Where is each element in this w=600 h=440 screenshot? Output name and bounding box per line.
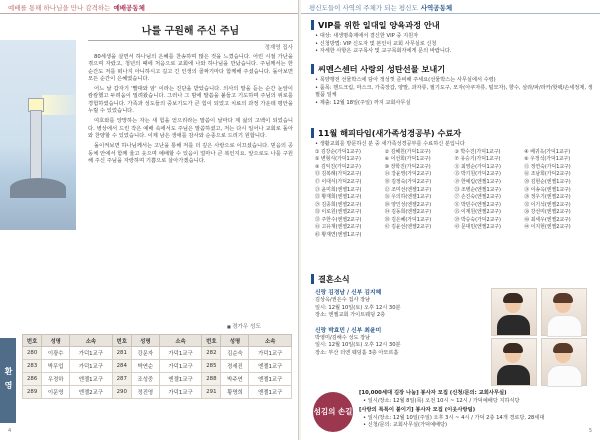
serving-2-line: • 일시/장소: 12월 10일(주일) 오후 3시 ~ 4시 / 가덕 2층 14개 경로당, 28세대 (363, 415, 595, 423)
graduate-name: ㉜ 이기석(엔젤2교구) (524, 201, 571, 208)
graduate-name: ⑫ 정연숙(가덕1교구) (524, 163, 571, 170)
welcome-cell: 엔젤1교구 (159, 373, 201, 386)
graduate-name: ⑯ 조남희(가덕2교구) (524, 171, 571, 178)
left-header (0, 0, 298, 14)
graduate-name: ⑬ 김복례(가덕2교구) (315, 171, 362, 178)
welcome-cell: 엔젤1교구 (249, 373, 292, 386)
welcome-cell: 이문영 (42, 386, 70, 399)
essay-title: 나를 구원해 주신 주님 (88, 22, 293, 41)
graduate-name: ㊵ 최세우(엔젤2교구) (524, 216, 571, 223)
graduate-name: ㊹ 이지현(엔젤2교구) (524, 224, 571, 231)
welcome-cell: 이광수 (42, 347, 70, 360)
essay-paragraph: 어느 날 갑자기 '빨대와 암' 이라는 진단을 받았습니다. 의사의 말을 듣는 순간 눈앞이 캄캄했고 두려움이 밀려왔습니다. 그러나 그 밤에 말씀을 붙들고 기도하며 주님의 위로를 경험하였습니다. 가족과 성도들의 중보기도가 큰 힘이 되었고 치료의 과정 가운데 평안을 누릴 수 있었습니다. (88, 86, 293, 115)
groom-1-photo (491, 288, 537, 336)
lighthouse-rock (10, 178, 66, 198)
graduate-name: ⑨ 김익진(가덕2교구) (315, 163, 361, 170)
lighthouse-beam (42, 95, 82, 115)
welcome-cell: 황명희 (221, 386, 249, 399)
graduate-name: ㊸ 문대민(엔젤2교구) (454, 224, 501, 231)
welcome-cell: 286 (23, 373, 42, 386)
graduate-name: ⑲ 한예림(엔젤1교구) (454, 178, 501, 185)
vip-line: • 자세한 사항은 교구목사 및 교구목회자에게 문의 바랍니다. (315, 48, 594, 56)
essay-paragraph: 여호와를 앙망하는 자는 새 힘을 얻으리라는 말씀이 날마다 제 삶의 고백이 되었습니다. 병상에서 드린 작은 예배 속에서도 주님은 말씀하셨고, 저는 다시 일어나 교회로 돌아와 찬양할 수 있었습니다. 이제 남은 생애를 감사와 순종으로 드리기 원합니다. (88, 118, 293, 139)
graduate-name: ㉑ 윤미희(엔젤1교구) (315, 186, 362, 193)
bride-1-photo (541, 288, 587, 336)
essay-author: ■ 경가우 성도 (227, 322, 261, 330)
graduate-name: ③ 박수진(가덕1교구) (454, 148, 501, 155)
page-number-right: 5 (588, 428, 592, 434)
welcome-cell: 290 (112, 386, 131, 399)
graduate-name: ⑦ 유승기(가덕1교구) (454, 156, 501, 163)
col-header: 소속 (159, 335, 201, 347)
col-header: 번호 (112, 335, 131, 347)
col-header: 소속 (249, 335, 292, 347)
welcome-cell: 281 (112, 347, 131, 360)
welcome-cell: 엔젤1교구 (249, 360, 292, 373)
graduate-name: ㊳ 김은혜(가덕1교구) (384, 216, 432, 223)
vip-line: • 대상: 새생명축제에서 결신한 VIP 중 지원자 (315, 33, 594, 41)
right-header-sub: 평신도들이 사역의 주체가 되는 평신도 (309, 4, 418, 12)
welcome-row (23, 386, 292, 399)
happytime-note: • 생활교회를 방문하신 분 중 새가족성경공부를 수료하신 분입니다 (315, 141, 594, 149)
col-header: 번호 (23, 335, 42, 347)
wedding-1-line: 김상옥/권은수 집사 장남 (315, 297, 371, 303)
col-header: 번호 (202, 335, 221, 347)
vip-title: VIP를 위한 일대일 양육과정 안내 (311, 20, 594, 30)
right-header-main: 사역공동체 (420, 4, 453, 12)
graduate-name: ㊴ 박승숙(가덕2교구) (454, 216, 501, 223)
graduate-name: ㊱ 강선미(엔젤2교구) (524, 209, 571, 216)
page-number-left: 4 (8, 428, 12, 434)
left-header-main: 예배공동체 (113, 4, 145, 12)
essay-paragraph: 돌이켜보면 하나님께서는 고난을 통해 저를 더 깊은 사랑으로 이끄셨습니다. 믿음의 공동체 안에서 함께 울고 웃으며 예배할 수 있음이 얼마나 큰 복인지요. 앞으로도 나를 구원해 주신 주님을 자랑하며 기쁨으로 살아가겠습니다. (88, 143, 293, 164)
left-header-sub: 예배를 통해 하나님을 만나 감격하는 (8, 4, 111, 12)
welcome-cell: 283 (23, 360, 42, 373)
graduate-name: ㊷ 김윤선(엔젤2교구) (384, 224, 432, 231)
graduate-name: ㉓ 조병순(엔젤1교구) (454, 186, 501, 193)
welcome-row (23, 347, 292, 360)
welcome-table (22, 334, 292, 399)
seamans-section (311, 64, 594, 107)
wedding-2-line: 박영미/김해수 성도 장남 (315, 334, 371, 341)
welcome-cell: 가덕1교구 (159, 347, 201, 360)
graduate-name: ㉖ 우의하(엔젤1교구) (384, 194, 432, 201)
graduate-name: ㉘ 정우기(엔젤2교구) (524, 194, 571, 201)
testimony-essay (88, 22, 293, 168)
lighthouse-image (0, 40, 76, 230)
welcome-row (23, 360, 292, 373)
wedding-2-couple: 신랑 박효민 / 신부 최윤미 (315, 327, 382, 334)
serving-2-line: • 신청/문의: 교회사무실(가덕예배당) (363, 422, 595, 430)
graduate-name: ⑪ 최영순(가덕1교구) (454, 163, 501, 170)
welcome-cell: 박주연 (221, 373, 249, 386)
graduate-name: ⑩ 장학진(가덕2교구) (384, 163, 431, 170)
right-header (301, 0, 600, 14)
wedding-1-couple: 신랑 김경남 / 신부 김지혜 (315, 290, 382, 296)
col-header: 성명 (131, 335, 159, 347)
photo-hair (553, 293, 573, 303)
graduate-name: ⑥ 이선희(가덕1교구) (384, 156, 431, 163)
photo-body (547, 315, 582, 337)
welcome-cell: 박무업 (42, 360, 70, 373)
graduate-name: ㉝ 이로원(엔젤2교구) (315, 209, 362, 216)
welcome-cell: 가덕1교구 (249, 347, 292, 360)
photo-body (497, 315, 530, 335)
welcome-row (23, 373, 292, 386)
serving-hands-section (359, 390, 595, 430)
welcome-cell: 조성중 (131, 373, 159, 386)
welcome-cell: 가덕1교구 (70, 360, 112, 373)
graduate-name: ㉗ 손진숙(엔젤2교구) (454, 194, 501, 201)
graduate-name: ① 김강순(가덕1교구) (315, 148, 361, 155)
groom-2-photo (491, 338, 537, 386)
welcome-cell: 282 (202, 347, 221, 360)
col-header: 소속 (70, 335, 112, 347)
seamans-title: 씨멘스센터 사랑의 성탄선물 보내기 (311, 64, 594, 74)
graduate-name: ㊲ 주한수(엔젤2교구) (315, 216, 362, 223)
wedding-title: 결혼소식 (311, 274, 594, 284)
graduate-name: ㉛ 박민수(엔젤2교구) (454, 201, 501, 208)
col-header: 성명 (42, 335, 70, 347)
welcome-cell: 가덕1교구 (159, 360, 201, 373)
photo-hair (503, 343, 523, 353)
graduate-name: ⑤ 변형식(가덕1교구) (315, 156, 361, 163)
seamans-line: • 제출: 12월 18일(주일) 까지 교회사무실 (315, 100, 594, 108)
welcome-label: 환영 (0, 338, 16, 423)
welcome-cell: 우정하 (42, 373, 70, 386)
left-page (0, 0, 299, 440)
welcome-cell: 285 (202, 360, 221, 373)
graduate-name: ㉒ 조미선(엔젤1교구) (384, 186, 432, 193)
wedding-1-line: 장소: 엔젤교회 가이트웨딩 2층 (315, 312, 386, 319)
serving-1-title: [10,000세대 김장 나눔] 봉사자 모집 (신청/문의: 교회사무실) (359, 390, 507, 396)
graduate-name: ㉔ 이송옥(엔젤1교구) (524, 186, 571, 193)
welcome-cell: 289 (23, 386, 42, 399)
graduate-name: ⑰ 이대식(가덕2교구) (315, 178, 362, 185)
graduate-name: ㉞ 김동희(엔젤2교구) (384, 209, 432, 216)
graduate-name: ㊺ 황재연(엔젤1교구) (315, 232, 362, 239)
photo-hair (503, 293, 523, 303)
vip-section (311, 20, 594, 56)
graduate-name: ④ 배귀옥(가덕1교구) (524, 148, 571, 155)
graduate-name: ② 김혜원(가덕1교구) (384, 148, 431, 155)
graduate-name: ⑧ 우정석(가덕1교구) (524, 156, 571, 163)
graduate-name: ㉙ 김종희(엔젤2교구) (315, 201, 362, 208)
essay-author-top: 정재영 집사 (264, 45, 293, 51)
welcome-cell: 280 (23, 347, 42, 360)
photo-body (497, 365, 530, 385)
happytime-section (311, 128, 594, 240)
right-page (301, 0, 600, 440)
welcome-cell: 강문자 (131, 347, 159, 360)
welcome-cell: 정세진 (221, 360, 249, 373)
col-header: 성명 (221, 335, 249, 347)
graduate-name: ㉚ 양인성(엔젤2교구) (384, 201, 432, 208)
welcome-cell: 284 (112, 360, 131, 373)
graduate-name: ⑳ 김현순(엔젤1교구) (524, 178, 571, 185)
graduate-name: ㉟ 이계원(엔젤2교구) (454, 209, 501, 216)
welcome-cell: 엔젤2교구 (70, 386, 112, 399)
graduate-name: ㉕ 황재희(엔젤1교구) (315, 194, 362, 201)
wedding-1-line: 일시: 12월 10일(토) 오후 12시 30분 (315, 304, 401, 311)
graduate-name: ⑮ 박기원(가덕2교구) (454, 171, 501, 178)
graduate-name: ⑱ 김정숙(가덕2교구) (384, 178, 432, 185)
welcome-cell: 김순숙 (221, 347, 249, 360)
welcome-cell: 박연순 (131, 360, 159, 373)
seamans-line: • 품목: 핸드크림, 마스크, 가죽장갑, 양말, 과자류, 필기도구, 모자(아쿠자류, 털모자), 향수, 삼라/파/라카/핫팩/손세정제, 생필품 일체 (315, 85, 594, 100)
serving-1-line: • 일시/장소: 12월 8일(목) 오전 10시 ~ 12시 / 가덕예배당 지하식당 (363, 398, 595, 406)
happytime-names (315, 149, 594, 240)
seamans-line: • 목양행전 선물박스에 담아 정성껏 준비해 주세요(선물박스는 사무실에서 수령) (315, 77, 594, 85)
graduate-name: ㊶ 고유재(엔젤2교구) (315, 224, 362, 231)
wedding-2-line: 장소: 부산 더엔 웨딩홀 3층 아모르홀 (315, 349, 399, 356)
serving-hands-badge: 섬김의 손길 (313, 392, 353, 432)
welcome-cell: 291 (202, 386, 221, 399)
bride-2-photo (541, 338, 587, 386)
welcome-cell: 288 (202, 373, 221, 386)
welcome-cell: 엔젤1교구 (70, 373, 112, 386)
welcome-cell: 엔젤1교구 (249, 386, 292, 399)
welcome-cell: 가덕1교구 (70, 347, 112, 360)
vip-line: • 신청방법: VIP 신도자 및 본인이 교회 사무실로 신청 (315, 41, 594, 49)
happytime-title: 11월 해피타임(새가족성경공부) 수료자 (311, 128, 594, 138)
graduate-name: ⑭ 강윤영(가덕2교구) (384, 171, 432, 178)
welcome-header-row (23, 335, 292, 347)
photo-body (547, 365, 582, 387)
photo-hair (553, 343, 573, 353)
wedding-2-line: 일시: 12월 10일(토) 오후 12시 30분 (315, 342, 401, 349)
essay-paragraph: 80세생을 살면서 하나님의 은혜를 찬송하며 많은 것을 느꼈습니다. 어린 시절 가난을 겪으며 자랐고, 청년의 때에 처음으로 교회에 나와 하나님을 만났습니다. 주님께서는 한 순간도 저를 떠나지 아니하시고 길고 긴 인생의 골짜기마다 함께해 주셨습니다. 돌아보면 모든 순간이 은혜였습니다. (88, 54, 293, 82)
lighthouse-tower (30, 110, 42, 182)
welcome-cell: 287 (112, 373, 131, 386)
welcome-cell: 가덕1교구 (159, 386, 201, 399)
welcome-cell: 정진영 (131, 386, 159, 399)
serving-2-title: [사랑의 특특이 붙이기] 봉사자 모집 (이웃사랑팀) (359, 407, 476, 414)
